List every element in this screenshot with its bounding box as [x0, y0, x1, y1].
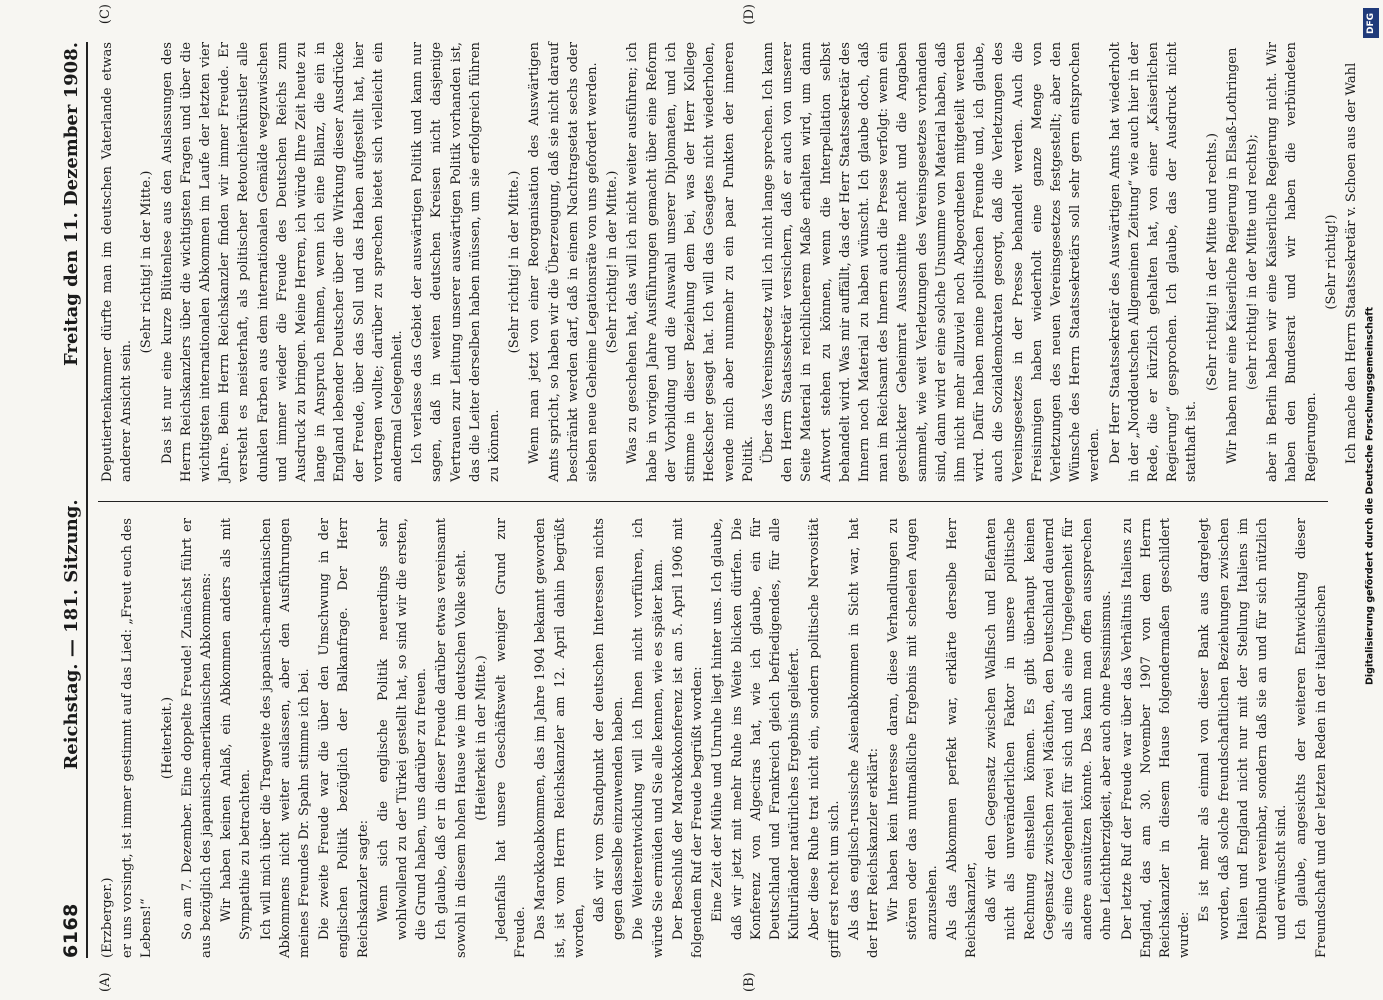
interjection: (Heiterkeit in der Mitte.) [473, 655, 489, 821]
paragraph: Wenn man jetzt von einer Reorganisation des Auswärtigen Amts spricht, so haben wir die Überzeugung, daß sie nicht darauf beschränkt werden darf, daß in einem Nachtragsetat sechs oder sieben neue Geheime Legationsräte von uns gefordert werden. [526, 42, 600, 482]
paragraph: Das Marokkoabkommen, das im Jahre 1904 bekannt geworden ist, ist vom Herrn Reichskanzler am 12. April dahin begrüßt worden, [532, 518, 587, 958]
margin-marker-a: (A) [97, 972, 113, 992]
quotation: daß wir den Gegensatz zwischen Walfisch und Elefanten nicht als unveränderlichen Faktor in unsere politische Rechnung einstellen können. Es gibt überhaupt keinen Gegensatz zwischen zwei Mächten, den Deutschland dauernd als eine Gelegenheit für sich und als eine Ungelegenheit für andere ausnützen könnte. Das kann man offen aussprechen ohne Leichtherzigkeit, aber auch ohne Pessimismus. [983, 518, 1114, 940]
date-title: Freitag den 11. Dezember 1908. [60, 42, 82, 366]
quotation: Wenn sich die englische Politik neuerdings sehr wohlwollend zu der Türkei gestellt hat, so sind wir die ersten, die Grund haben, uns darüber zu freuen. [375, 518, 429, 940]
quotation: Wir haben keinen Anlaß, ein Abkommen anders als mit Sympathie zu betrachten. [218, 518, 253, 940]
paragraph: Deputiertenkammer dürfte man im deutschen Vaterlande etwas anderer Ansicht sein. [99, 42, 134, 482]
right-column [98, 42, 1362, 482]
paragraph: Ich will mich über die Tragweite des japanisch-amerikanischen Abkommens nicht weiter auslassen, aber den Ausführungen meines Freundes Dr. Spahn stimme ich bei. [258, 518, 312, 958]
page-header [42, 42, 88, 958]
interjection: (sehr richtig! in der Mitte und rechts); [1244, 134, 1260, 390]
paragraph: Als das Abkommen perfekt war, erklärte derselbe Herr Reichskanzler, [944, 518, 979, 958]
interjection: (Heiterkeit.) [159, 696, 175, 780]
paragraph: Wir haben nur eine Kaiserliche Regierung in Elsaß-Lothringen [1224, 47, 1240, 464]
paragraph: Als das englisch-russische Asienabkommen in Sicht war, hat der Herr Reichskanzler erklärt: [846, 518, 881, 958]
paragraph: Aber diese Ruhe trat nicht ein, sondern politische Nervosität griff erst recht um sich. [806, 518, 842, 958]
digitization-credit [1363, 6, 1377, 986]
interjection: (Sehr richtig!) [1323, 214, 1339, 310]
interjection: (Sehr richtig! in der Mitte und rechts.) [1204, 133, 1220, 391]
paragraph: Ich verlasse das Gebiet der auswärtigen Politik und kann nur sagen, daß in weiten deutschen Kreisen nicht dasjenige Vertrauen zur Leitung unserer auswärtigen Politik vorhanden ist, das die Leiter derselben haben müssen, um sie erfolgreich führen zu können. [409, 42, 502, 482]
credit-text: Digitalisierung gefördert durch die Deutsche Forschungsgemeinschaft [1364, 307, 1376, 685]
session-title: Reichstag. — 181. Sitzung. [60, 499, 82, 770]
interjection: (Sehr richtig! in der Mitte.) [604, 170, 620, 354]
newspaper-page [42, 4, 1359, 992]
paragraph: Über das Vereinsgesetz will ich nicht lange sprechen. Ich kann den Herrn Staatssekretär versichern, daß er auch von unserer Seite Material in reichlicherem Maße erhalten wird, um dann Antwort stehen zu können, wenn die Interpellation selbst behandelt wird. Was mir auffällt, das der Herr Staatssekretär des Innern noch Material zu haben wünscht. Ich glaube doch, daß man im Reichsamt des Innern auch die Presse verfolgt: wenn ein geschickter Geheimrat Ausschnitte macht und die Angaben sammelt, wie weit Verletzungen des Vereinsgesetzes vorhanden sind, dann wird er eine solche Unsumme von Material haben, daß ihm nicht mehr allzuviel noch Abgeordneten mitgeteilt werden wird. Dafür haben meine politischen Freunde und, ich glaube, auch die Sozialdemokraten gesorgt, daß die Verletzungen des Vereinsgesetzes in der Presse behandelt werden. Auch die Freisinnigen haben wiederholt eine ganze Menge von Verletzungen des neuen Vereinsgesetzes festgestellt; aber den Wünsche des Herrn Staatssekretärs soll sehr gern entsprochen werden. [760, 42, 1102, 482]
paragraph: aber in Berlin haben wir eine Kaiserliche Regierung nicht. Wir haben den Bundesrat und wir haben die verbündeten Regierungen. [1264, 42, 1319, 482]
paragraph: Der Herr Staatssekretär des Auswärtigen Amts hat wiederholt in der „Norddeutschen Allgemeinen Zeitung“ wie auch hier in der Rede, die er kürzlich gehalten hat, von einer „Kaiserlichen Regierung“ gesprochen. Ich glaube, das der Ausdruck nicht statthaft ist. [1107, 42, 1199, 482]
paragraph: Jedenfalls hat unsere Geschäftswelt weniger Grund zur Freude. [493, 518, 528, 958]
dfg-logo: DFG [1363, 8, 1379, 38]
paragraph: Die Weiterentwicklung will ich Ihnen nicht vorführen, ich würde Sie ermüden und Sie alle kennen, wie es später kam. [630, 518, 666, 958]
paragraph: Ich mache den Herrn Staatssekretär v. Schoen aus der Wahl [1343, 62, 1359, 464]
paragraph: Ich glaube, angesichts der weiteren Entwicklung dieser Freundschaft und der letzten Reden in der italienischen [1293, 518, 1329, 958]
quotation: Es ist mehr als einmal von dieser Bank aus dargelegt worden, daß solche freundschaftlichen Beziehungen zwischen Italien und England nicht nur mit der Stellung Italiens im Dreibund vereinbar, sondern daß sie an und für sich nützlich und erwünscht sind. [1196, 518, 1289, 940]
paragraph: Das ist nur eine kurze Blütenlese aus den Auslassungen des Herrn Reichskanzlers über die wichtigsten Fragen und über die wichtigsten internationalen Abkommen im Laufe der letzten vier Jahre. Beim Herrn Reichskanzler finden wir immer Freude. Er versteht es meisterhaft, als politischer Retouchierkünstler alle dunklen Farben aus dem internationalen Gemälde wegzuwischen und immer wieder die Freude des Deutschen Reichs zum Ausdruck zu bringen. Meine Herren, ich würde Ihre Zeit heute zu lange in Anspruch nehmen, wenn ich eine Bilanz, die ein in England lebender Deutscher über die Wirkung dieser Ausdrücke der Freude, über das Soll und das Haben aufgestellt hat, hier vortragen wollte; darüber zu sprechen bietet sich vielleicht ein andermal Gelegenheit. [159, 42, 405, 482]
quotation: daß wir vom Standpunkt der deutschen Interessen nichts gegen dasselbe einzuwenden haben. [591, 518, 626, 940]
column-divider [98, 501, 1328, 502]
paragraph: Die zweite Freude war die über den Umschwung in der englischen Politik bezüglich der Balkanfrage. Der Herr Reichskanzler sagte: [316, 518, 371, 958]
paragraph: er uns vorsingt, ist immer gestimmt auf das Lied: „Freut euch des Lebens!“ [119, 518, 154, 958]
page-number: 6168 [59, 903, 82, 958]
margin-marker-d: (D) [741, 4, 757, 25]
paragraph: Was zu geschehen hat, das will ich nicht weiter ausführen; ich habe in vorigen Jahre Ausführungen gemacht über eine Reform der Vorbildung und die Auswahl unserer Diplomaten, und ich stimme in dieser Beziehung dem bei, was der Herr Kollege Heckscher gesagt hat. Ich will das Gesagtes nicht wiederholen, wende mich aber nunmehr zu ein paar Punkten der inneren Politik. [624, 42, 756, 482]
interjection: (Sehr richtig! in der Mitte.) [138, 170, 154, 354]
speaker-name: (Erzberger.) [99, 877, 115, 958]
quotation: Wir haben kein Interesse daran, diese Verhandlungen zu stören oder das mutmaßliche Ergebnis mit scheelen Augen anzusehen. [885, 518, 940, 940]
margin-marker-b: (B) [741, 972, 757, 992]
paragraph: Ich glaube, daß er in dieser Freude darüber etwas vereinsamt sowohl in diesem hohen Hause wie im deutschen Volke steht. [433, 518, 469, 958]
interjection: (Sehr richtig! in der Mitte.) [506, 170, 522, 354]
margin-marker-c: (C) [97, 4, 113, 25]
paragraph: So am 7. Dezember. Eine doppelte Freude! Zunächst führt er aus bezüglich des japanisch-amerikanischen Abkommens: [179, 518, 214, 958]
left-column [98, 518, 1332, 958]
paragraph: Der Beschluß der Marokkokonferenz ist am 5. April 1906 mit folgendem Ruf der Freude begrüßt worden: [670, 518, 705, 958]
paragraph: Der letzte Ruf der Freude war über das Verhältnis Italiens zu England, das am 30. November 1907 von dem Herrn Reichskanzler in diesem Hause folgendermaßen geschildert wurde: [1119, 518, 1192, 958]
quotation: Eine Zeit der Mühe und Unruhe liegt hinter uns. Ich glaube, daß wir jetzt mit mehr Ruhe ins Weite blicken dürfen. Die Konferenz von Algeciras hat, wie ich glaube, ein für Deutschland und Frankreich gleich befriedigendes, für alle Kulturländer natürliches Ergebnis geliefert. [709, 518, 802, 940]
